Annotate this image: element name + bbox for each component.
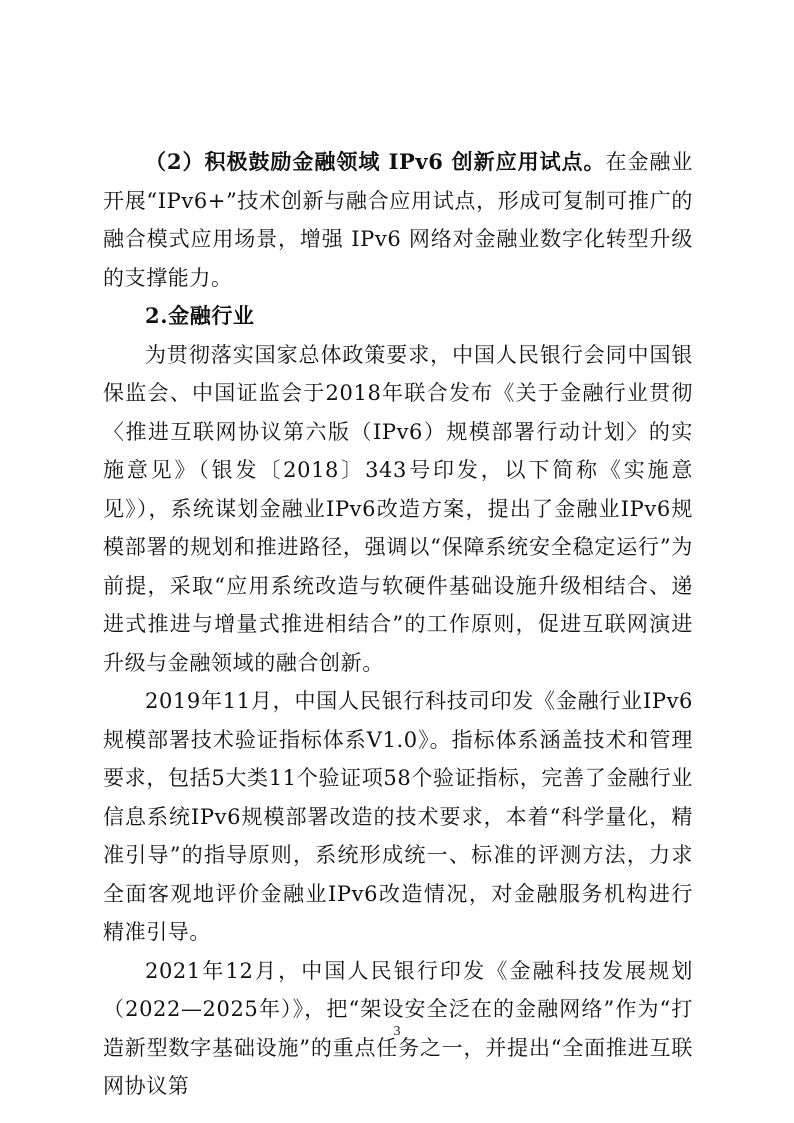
paragraph-body: 在金融业开展“IPv6+”技术创新与融合应用试点，形成可复制可推广的融合模式应用场景，增强 IPv6 网络对金融业数字化转型升级的支撑能力。	[103, 150, 693, 290]
section-heading-financial-industry: 2.金融行业	[145, 303, 255, 328]
page-number: 3	[393, 1024, 401, 1039]
paragraph-2019-index-system: 2019年11月，中国人民银行科技司印发《金融行业IPv6规模部署技术验证指标体系V1.0》。指标体系涵盖技术和管理要求，包括5大类11个验证项58个验证指标，完善了金融行业信息系统IPv6规模部署改造的技术要求，本着“科学量化，精准引导”的指导原则，系统形成统一、标准的评测方法，力求全面客观地评价金融业IPv6改造情况，对金融服务机构进行精准引导。	[103, 689, 693, 944]
paragraph-policy-implementation: 为贯彻落实国家总体政策要求，中国人民银行会同中国银保监会、中国证监会于2018年联合发布《关于金融行业贯彻〈推进互联网协议第六版（IPv6）规模部署行动计划〉的实施意见》（银发〔2018〕343号印发，以下简称《实施意见》），系统谋划金融业IPv6改造方案，提出了金融业IPv6规模部署的规划和推进路径，强调以“保障系统安全稳定运行”为前提，采取“应用系统改造与软硬件基础设施升级相结合、递进式推进与增量式推进相结合”的工作原则，促进互联网演进升级与金融领域的融合创新。	[103, 342, 693, 675]
paragraph-lead-bold: （2）积极鼓励金融领域 IPv6 创新应用试点。	[145, 149, 606, 174]
paragraph-ipv6-pilot	[103, 143, 693, 297]
paragraph-2021-fintech-plan: 2021年12月，中国人民银行印发《金融科技发展规划（2022—2025年）》，把“架设安全泛在的金融网络”作为“打造新型数字基础设施”的重点任务之一，并提出“全面推进互联网协议第	[103, 958, 693, 1098]
document-body	[103, 143, 693, 1106]
